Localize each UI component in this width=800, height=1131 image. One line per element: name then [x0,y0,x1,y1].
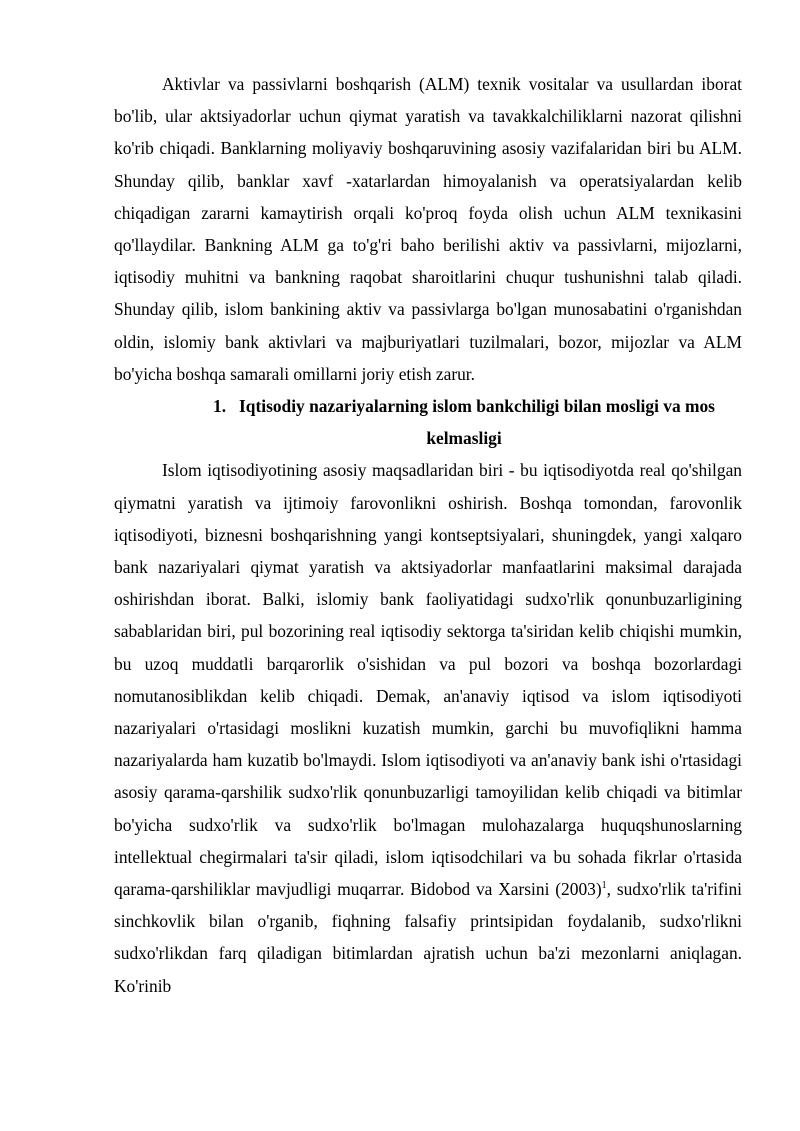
section-number: 1. [213,396,227,417]
section-heading [114,390,742,454]
paragraph-text-after-footnote: , sudxo'rlik ta'rifini sinchkovlik bilan o'rganib, fiqhning falsafiy printsipidan foydalanib, sudxo'rlikni sudxo'rlikdan farq qiladigan bitimlardan ajratish uchun ba'zi mezonlarni aniqlagan. Ko'rinib [114,879,742,996]
section-title: Iqtisodiy nazariyalarning islom bankchiligi bilan mosligi va mos kelmasligi [239,396,715,449]
paragraph-alm: Aktivlar va passivlarni boshqarish (ALM) texnik vositalar va usullardan iborat bo'lib, ular aktsiyadorlar uchun qiymat yaratish va tavakkalchiliklarni nazorat qilishni ko'rib chiqadi. Banklarning moliyaviy boshqaruvining asosiy vazifalaridan biri bu ALM. Shunday qilib, banklar xavf -xatarlardan himoyalanish va operatsiyalardan kelib chiqadigan zararni kamaytirish orqali ko'proq foyda olish uchun ALM texnikasini qo'llaydilar. Bankning ALM ga to'g'ri baho berilishi aktiv va passivlarni, mijozlarni, iqtisodiy muhitni va bankning raqobat sharoitlarini chuqur tushunishni talab qiladi. Shunday qilib, islom bankining aktiv va passivlarga bo'lgan munosabatini o'rganishdan oldin, islomiy bank aktivlari va majburiyatlari tuzilmalari, bozor, mijozlar va ALM bo'yicha boshqa samarali omillarni joriy etish zarur. [114,74,742,384]
paragraph-islamic-economics [114,454,742,1001]
footnote-marker[interactable]: 1 [601,880,607,892]
document-page [114,68,742,1002]
paragraph-text-before-footnote: Islom iqtisodiyotining asosiy maqsadlaridan biri - bu iqtisodiyotda real qo'shilgan qiymatni yaratish va ijtimoiy farovonlikni oshirish. Boshqa tomondan, farovonlik iqtisodiyoti, biznesni boshqarishning yangi kontseptsiyalari, shuningdek, yangi xalqaro bank nazariyalari qiymat yaratish va aktsiyadorlar manfaatlarini maksimal darajada oshirishdan iborat. Balki, islomiy bank faoliyatidagi sudxo'rlik qonunbuzarligining sabablaridan biri, pul bozorining real iqtisodiy sektorga ta'siridan kelib chiqishi mumkin, bu uzoq muddatli barqarorlik o'sishidan va pul bozori va boshqa bozorlardagi nomutanosiblikdan kelib chiqadi. Demak, an'anaviy iqtisod va islom iqtisodiyoti nazariyalari o'rtasidagi moslikni kuzatish mumkin, garchi bu muvofiqlikni hamma nazariyalarda ham kuzatib bo'lmaydi. Islom iqtisodiyoti va an'anaviy bank ishi o'rtasidagi asosiy qarama-qarshilik sudxo'rlik qonunbuzarligi tamoyilidan kelib chiqadi va bitimlar bo'yicha sudxo'rlik va sudxo'rlik bo'lmagan mulohazalarga huquqshunoslarning intellektual chegirmalari ta'sir qiladi, islom iqtisodchilari va bu sohada fikrlar o'rtasida qarama-qarshiliklar mavjudligi muqarrar. Bidobod va Xarsini (2003) [114,460,742,900]
